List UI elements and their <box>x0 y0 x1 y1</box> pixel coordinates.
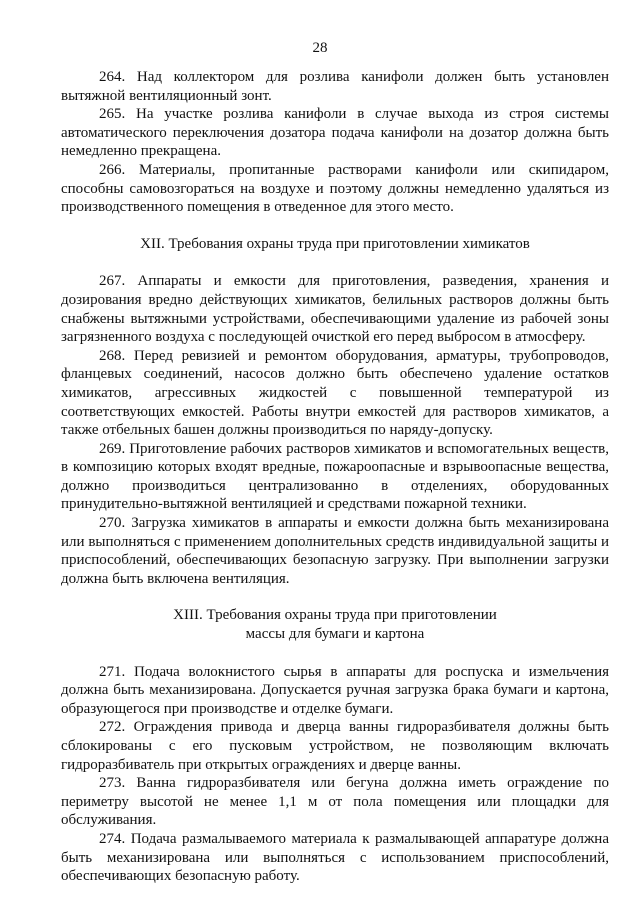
section-heading-xiii-line-2: массы для бумаги и картона <box>245 626 425 643</box>
section-heading-xii <box>61 235 609 254</box>
section-heading-xiii <box>61 606 609 643</box>
section-heading-xiii-line-1: XIII. Требования охраны труда при приготовлении <box>173 607 497 624</box>
document-body <box>61 68 609 886</box>
section-heading-xii-line: XII. Требования охраны труда при приготовлении химикатов <box>140 235 530 252</box>
paragraph-268: 268. Перед ревизией и ремонтом оборудования, арматуры, трубопроводов, фланцевых соединений, насосов должно быть обеспечено удаление остатков химикатов, агрессивных жидкостей с повышенной температурой из соответствующих емкостей. Работы внутри емкостей для растворов химикатов, а также отбельных башен должны производиться по наряду-допуску. <box>61 347 609 439</box>
paragraph-273: 273. Ванна гидроразбивателя или бегуна должна иметь ограждение по периметру высотой не менее 1,1 м от пола помещения или площадки для обслуживания. <box>61 775 609 829</box>
paragraph-271: 271. Подача волокнистого сырья в аппараты для роспуска и измельчения должна быть механизирована. Допускается ручная загрузка брака бумаги и картона, образующегося при производстве и отделке бумаги. <box>61 663 609 717</box>
paragraph-264: 264. Над коллектором для розлива канифоли должен быть установлен вытяжной вентиляционный зонт. <box>61 69 609 104</box>
page-number: 28 <box>312 40 328 56</box>
paragraph-272: 272. Ограждения привода и дверца ванны гидроразбивателя должны быть сблокированы с его пусковым устройством, не позволяющим включать гидроразбиватель при открытых ограждениях и дверце ванны. <box>61 719 609 773</box>
paragraph-265: 265. На участке розлива канифоли в случае выхода из строя системы автоматического переключения дозатора подача канифоли на дозатор должна быть немедленно прекращена. <box>61 106 609 160</box>
paragraph-266: 266. Материалы, пропитанные растворами канифоли или скипидаром, способны самовозгораться на воздухе и поэтому должны немедленно удаляться из производственного помещения в отведенное для этого место. <box>61 161 609 216</box>
paragraph-269: 269. Приготовление рабочих растворов химикатов и вспомогательных веществ, в композицию которых входят вредные, пожароопасные и взрывоопасные вещества, должно производиться централизованно в отделениях, оборудованных принудительно-вытяжной вентиляцией и средствами пожарной техники. <box>61 440 609 513</box>
paragraph-270: 270. Загрузка химикатов в аппараты и емкости должна быть механизирована или выполняться с применением дополнительных средств индивидуальной защиты и приспособлений, обеспечивающих безопасную загрузку. При выполнении загрузки должна быть включена вентиляция. <box>61 515 609 587</box>
paragraph-274: 274. Подача размалываемого материала к размалывающей аппаратуре должна быть механизирована или выполняться с использованием приспособлений, обеспечивающих безопасную работу. <box>61 830 609 885</box>
paragraph-267: 267. Аппараты и емкости для приготовления, разведения, хранения и дозирования вредно действующих химикатов, белильных растворов должны быть снабжены вытяжными устройствами, обеспечивающими удаление из рабочей зоны загрязненного воздуха с последующей очисткой его перед выбросом в атмосферу. <box>61 273 609 346</box>
